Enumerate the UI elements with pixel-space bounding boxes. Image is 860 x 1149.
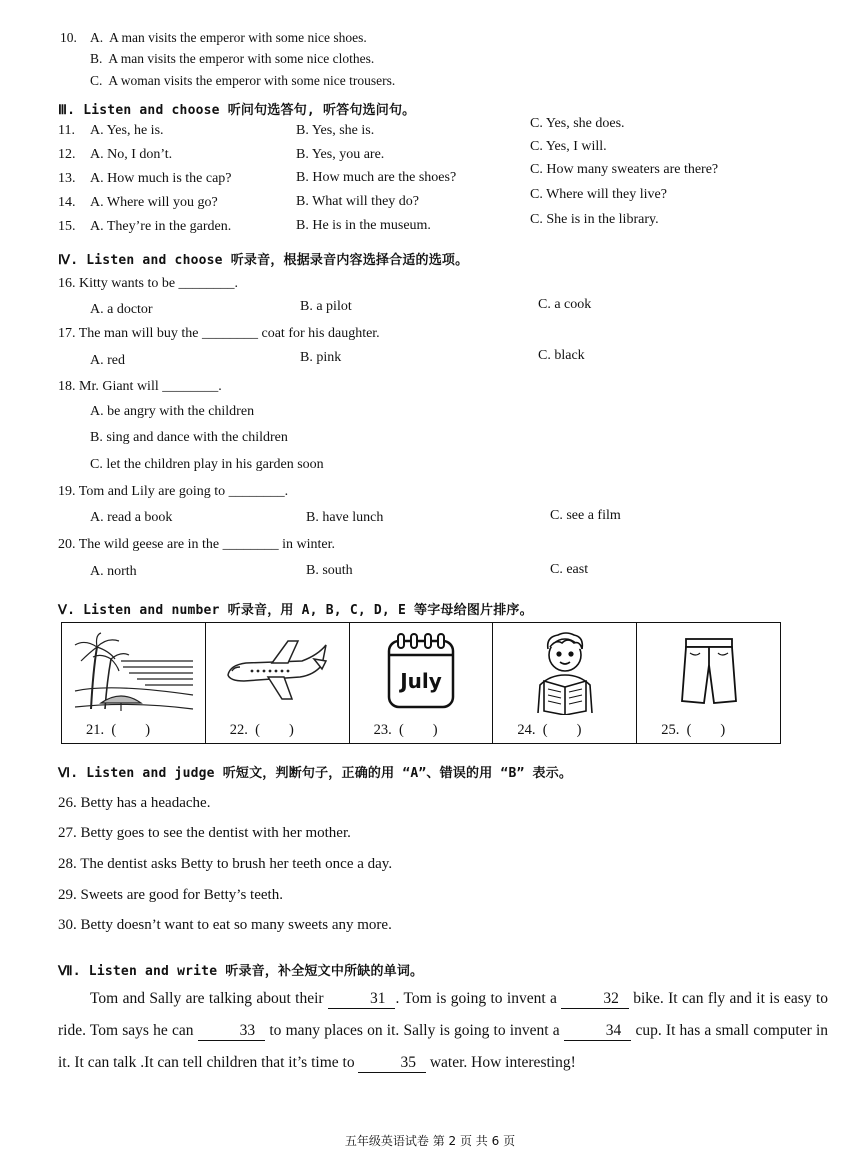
cloze-paragraph [58,983,828,1079]
judge-item-28: 28. The dentist asks Betty to brush her teeth once a day. [58,856,393,872]
judge-item-30: 30. Betty doesn’t want to eat so many sweets any more. [58,917,392,933]
q12-number: 12. [58,147,76,162]
q17-option-b: B. pink [300,350,342,365]
q15-option-c: C. She is in the library. [530,212,659,227]
q13-option-c: C. How many sweaters are there? [530,162,719,177]
section-5-title: Ⅴ. Listen and number 听录音，用 A, B, C, D, E 等字母给图片排序。 [58,603,533,618]
q20-stem: 20. The wild geese are in the ________ in winter. [58,537,335,552]
picture-label-24: 24. ( ) [517,722,582,738]
q18-stem: 18. Mr. Giant will ________. [58,379,222,394]
question-10-option-a: A. A man visits the emperor with some nice shoes. [90,30,367,45]
section-7-title: Ⅶ. Listen and write 听录音，补全短文中所缺的单词。 [58,964,424,979]
page-footer: 五年级英语试卷 第 2 页 共 6 页 [344,1134,516,1148]
q13-number: 13. [58,171,76,186]
cloze-text-5: cup. It has a small computer in it. It can talk .It can tell children that it’s time to [58,1022,829,1071]
q14-number: 14. [58,195,76,210]
section-3-title: Ⅲ. Listen and choose 听问句选答句, 听答句选问句。 [58,103,416,118]
judge-item-27: 27. Betty goes to see the dentist with her mother. [58,825,351,841]
cloze-text-3: bike. It can fly and it is easy to ride. Tom says he can [58,990,828,1039]
picture-cell-25 [637,623,780,743]
q17-option-a: A. red [90,353,125,368]
question-10-number: 10. [60,30,77,45]
q12-option-b: B. Yes, you are. [296,147,385,162]
airplane-icon [222,631,332,711]
q19-option-a: A. read a book [90,510,173,525]
beach-icon [71,631,195,711]
blank-31: 31 [328,990,396,1009]
shorts-icon [674,631,744,711]
q19-stem: 19. Tom and Lily are going to ________. [58,484,289,499]
picture-cell-23 [350,623,494,743]
q14-option-a: A. Where will you go? [90,195,218,210]
picture-label-23: 23. ( ) [373,722,438,738]
picture-cell-22 [206,623,350,743]
calendar-month-text: July [400,669,442,693]
question-10-option-c: C. A woman visits the emperor with some nice trousers. [90,73,396,88]
question-10-option-b: B. A man visits the emperor with some nice clothes. [90,51,375,66]
q18-option-c: C. let the children play in his garden soon [90,457,324,472]
q11-option-b: B. Yes, she is. [296,123,375,138]
cloze-text-6: water. How interesting! [425,1054,576,1071]
q14-option-c: C. Where will they live? [530,187,667,202]
cloze-text-2: . Tom is going to invent a [395,990,562,1007]
calendar-icon [381,631,461,713]
q12-option-c: C. Yes, I will. [530,139,607,154]
blank-35: 35 [358,1054,426,1073]
q13-option-b: B. How much are the shoes? [296,170,457,185]
section-6-title: Ⅵ. Listen and judge 听短文，判断句子，正确的用 “A”、错误的用 “B” 表示。 [58,766,573,781]
picture-label-22: 22. ( ) [229,722,294,738]
q18-option-a: A. be angry with the children [90,404,255,419]
judge-item-29: 29. Sweets are good for Betty’s teeth. [58,887,283,903]
picture-cell-24 [493,623,637,743]
q12-option-a: A. No, I don’t. [90,147,173,162]
q16-option-c: C. a cook [538,297,592,312]
q16-stem: 16. Kitty wants to be ________. [58,276,239,291]
picture-label-25: 25. ( ) [661,722,726,738]
q11-number: 11. [58,123,75,138]
q14-option-b: B. What will they do? [296,194,419,209]
q17-stem: 17. The man will buy the ________ coat for his daughter. [58,326,380,341]
q15-option-b: B. He is in the museum. [296,218,431,233]
picture-cell-21 [62,623,206,743]
blank-34: 34 [564,1022,632,1041]
q20-option-c: C. east [550,562,589,577]
q16-option-a: A. a doctor [90,302,153,317]
q13-option-a: A. How much is the cap? [90,171,232,186]
boy-reading-icon [530,631,600,715]
q17-option-c: C. black [538,348,585,363]
q11-option-a: A. Yes, he is. [90,123,164,138]
section-4-title: Ⅳ. Listen and choose 听录音，根据录音内容选择合适的选项。 [58,253,469,268]
q20-option-a: A. north [90,564,137,579]
q19-option-c: C. see a film [550,508,621,523]
cloze-text-1: Tom and Sally are talking about their [90,990,328,1007]
q19-option-b: B. have lunch [306,510,384,525]
picture-label-21: 21. ( ) [86,722,151,738]
q15-option-a: A. They’re in the garden. [90,219,232,234]
blank-33: 33 [198,1022,266,1041]
blank-32: 32 [561,990,629,1009]
q16-option-b: B. a pilot [300,299,352,314]
picture-table [61,622,781,744]
cloze-text-4: to many places on it. Sally is going to invent a [265,1022,564,1039]
judge-item-26: 26. Betty has a headache. [58,795,211,811]
q18-option-b: B. sing and dance with the children [90,430,288,445]
q20-option-b: B. south [306,563,353,578]
q15-number: 15. [58,219,76,234]
q11-option-c: C. Yes, she does. [530,116,625,131]
